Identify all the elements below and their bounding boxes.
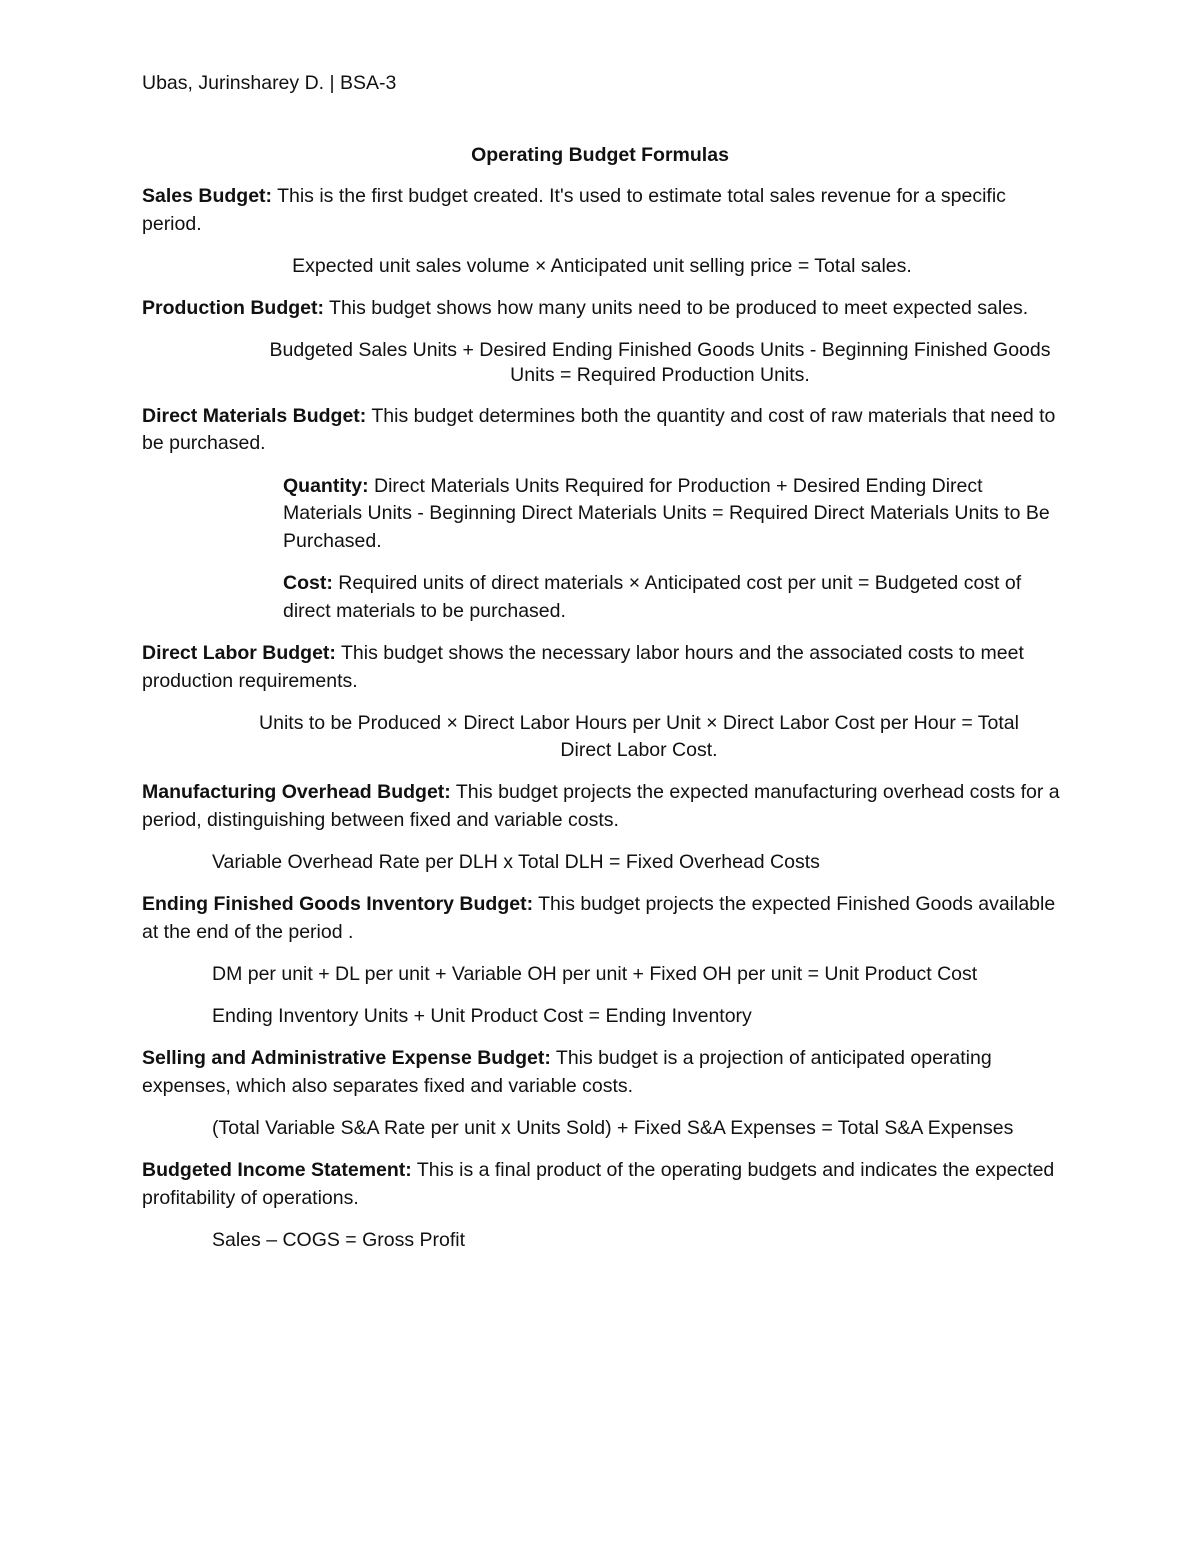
- production-budget-description: This budget shows how many units need to be produced to meet expected sales.: [323, 297, 1029, 319]
- cost-label: Cost:: [283, 572, 333, 594]
- income-statement-description: This is a final product of the operating budgets and indicates the expected profitability of operations.: [142, 1159, 1055, 1209]
- direct-labor-budget-heading: Direct Labor Budget:: [142, 642, 336, 664]
- production-budget-formula: Budgeted Sales Units + Desired Ending Finished Goods Units - Beginning Finished Goods Units = Required Production Units.: [269, 338, 1051, 386]
- direct-labor-budget-section: [142, 640, 1062, 695]
- author-header: Ubas, Jurinsharey D. | BSA-3: [142, 72, 397, 94]
- sales-budget-description: This is the first budget created. It's used to estimate total sales revenue for a specific period.: [142, 185, 1006, 235]
- ending-inventory-budget-description: This budget projects the expected Finished Goods available at the end of the period .: [142, 893, 1056, 943]
- ending-inventory-budget-heading: Ending Finished Goods Inventory Budget:: [142, 893, 534, 915]
- direct-materials-cost-formula: [283, 570, 1063, 625]
- quantity-label: Quantity:: [283, 474, 369, 497]
- ending-inventory-budget-section: [142, 891, 1062, 946]
- income-statement-heading: Budgeted Income Statement:: [142, 1159, 412, 1181]
- overhead-budget-section: [142, 779, 1062, 834]
- direct-labor-budget-formula: Units to be Produced × Direct Labor Hours per Unit × Direct Labor Cost per Hour = Total Direct Labor Cost.: [259, 712, 1019, 761]
- production-budget-heading: Production Budget:: [142, 297, 324, 319]
- overhead-budget-formula: Variable Overhead Rate per DLH x Total DLH = Fixed Overhead Costs: [212, 851, 820, 873]
- document-body: [142, 183, 1062, 1269]
- ending-inventory-formula: Ending Inventory Units + Unit Product Cost = Ending Inventory: [212, 1005, 752, 1027]
- sales-budget-formula: Expected unit sales volume × Anticipated unit selling price = Total sales.: [292, 255, 912, 277]
- income-statement-section: [142, 1157, 1062, 1212]
- selling-admin-budget-heading: Selling and Administrative Expense Budget:: [142, 1047, 551, 1069]
- direct-materials-budget-section: [142, 403, 1062, 458]
- cost-formula-text: Required units of direct materials × Anticipated cost per unit = Budgeted cost of direct materials to be purchased.: [283, 572, 1022, 622]
- income-statement-formula: Sales – COGS = Gross Profit: [212, 1229, 466, 1251]
- selling-admin-budget-formula: (Total Variable S&A Rate per unit x Units Sold) + Fixed S&A Expenses = Total S&A Expenses: [212, 1117, 1014, 1139]
- unit-product-cost-formula: DM per unit + DL per unit + Variable OH per unit + Fixed OH per unit = Unit Product Cost: [212, 963, 978, 985]
- sales-budget-heading: Sales Budget:: [142, 185, 273, 207]
- production-budget-section: [142, 295, 1062, 323]
- direct-labor-budget-description: This budget shows the necessary labor hours and the associated costs to meet production requirements.: [142, 642, 1024, 692]
- document-title: Operating Budget Formulas: [471, 144, 729, 166]
- overhead-budget-heading: Manufacturing Overhead Budget:: [142, 781, 451, 803]
- direct-materials-budget-heading: Direct Materials Budget:: [142, 404, 367, 427]
- overhead-budget-description: This budget projects the expected manufacturing overhead costs for a period, distinguishing between fixed and variable costs.: [142, 781, 1060, 831]
- selling-admin-budget-description: This budget is a projection of anticipated operating expenses, which also separates fixed and variable costs.: [142, 1047, 992, 1097]
- selling-admin-budget-section: [142, 1045, 1062, 1100]
- quantity-formula-text: Direct Materials Units Required for Production + Desired Ending Direct Materials Units - Beginning Direct Materials Units = Required Direct Materials Units to Be Purchased.: [283, 474, 1050, 552]
- sales-budget-section: [142, 183, 1062, 238]
- direct-materials-budget-description: This budget determines both the quantity and cost of raw materials that need to be purchased.: [142, 404, 1056, 454]
- direct-materials-quantity-formula: [283, 473, 1063, 556]
